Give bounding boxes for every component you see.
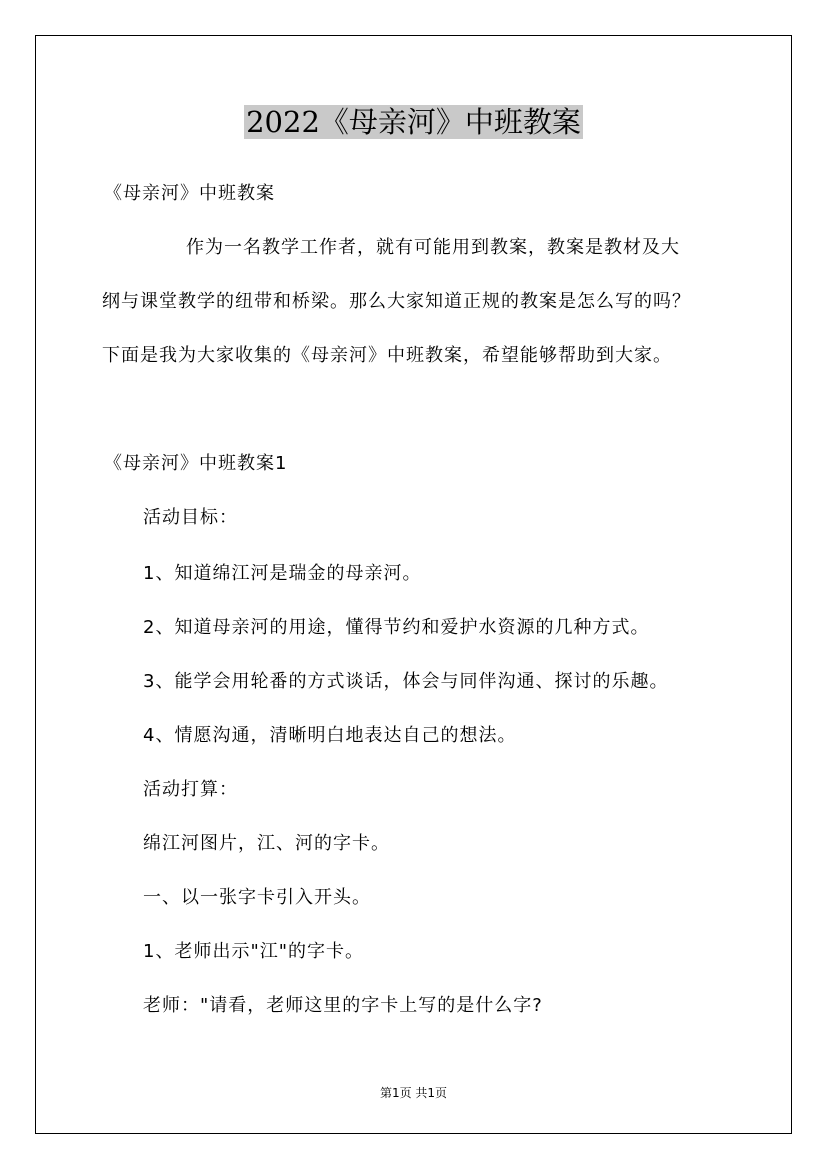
body-line: 1、老师出示"江"的字卡。 [143, 941, 365, 962]
page-footer: 第1页 共1页 [379, 1086, 448, 1100]
section-heading: 《母亲河》中班教案1 [104, 453, 288, 474]
document-subtitle: 《母亲河》中班教案 [104, 183, 275, 204]
body-line: 1、知道绵江河是瑞金的母亲河。 [143, 563, 422, 584]
body-line: 活动打算： [143, 779, 238, 800]
document-title: 2022《母亲河》中班教案 [246, 105, 581, 139]
body-line: 4、情愿沟通，清晰明白地表达自己的想法。 [143, 725, 517, 746]
body-line: 绵江河图片，江、河的字卡。 [143, 833, 390, 854]
body-line: 老师："请看，老师这里的字卡上写的是什么字? [143, 995, 543, 1016]
intro-line-2: 纲与课堂教学的纽带和桥梁。那么大家知道正规的教案是怎么写的吗？ [102, 291, 691, 312]
intro-line-1: 作为一名教学工作者，就有可能用到教案，教案是教材及大 [186, 237, 680, 258]
body-line: 2、知道母亲河的用途，懂得节约和爱护水资源的几种方式。 [143, 617, 650, 638]
body-line: 一、以一张字卡引入开头。 [143, 887, 371, 908]
intro-line-3: 下面是我为大家收集的《母亲河》中班教案，希望能够帮助到大家。 [102, 345, 672, 366]
body-line: 活动目标： [143, 507, 238, 528]
body-line: 3、能学会用轮番的方式谈话，体会与同伴沟通、探讨的乐趣。 [143, 671, 669, 692]
document-title-block [0, 102, 827, 142]
